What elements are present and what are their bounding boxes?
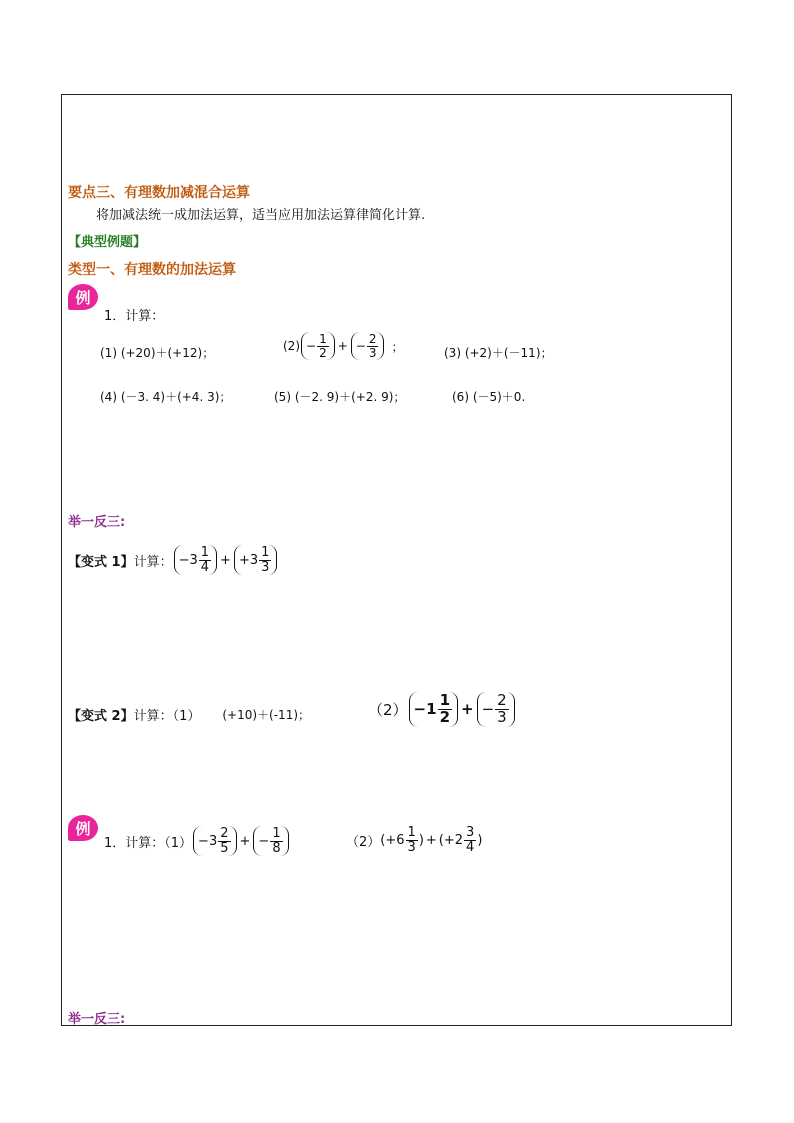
fraction: $\frac{1}{2}$ bbox=[439, 691, 450, 726]
variation-2-part1: (+10)＋(-11)； bbox=[222, 708, 311, 722]
practice-heading-1: 举一反三: bbox=[68, 515, 126, 530]
examples-heading: 【典型例题】 bbox=[68, 235, 147, 250]
paren-group: −3 $\frac{1}{4}$ bbox=[174, 545, 217, 575]
variation-2 bbox=[68, 705, 310, 724]
example2-part2-label: （2） bbox=[346, 834, 381, 850]
fraction: $\frac{1}{3}$ bbox=[261, 545, 270, 575]
example2-intro: 1．计算：（1） bbox=[104, 835, 193, 851]
fraction: $\frac{2}{3}$ bbox=[497, 691, 507, 726]
variation-2-text: 计算：（1） bbox=[133, 709, 201, 724]
section-description: 将加减法统一成加法运算，适当应用加法运算律简化计算. bbox=[96, 208, 426, 223]
variation-2-part2: （2） −1 $\frac{1}{2}$ + − $\frac{2}{3}$ bbox=[368, 692, 516, 727]
fraction: $\frac{2}{5}$ bbox=[220, 826, 229, 856]
variation-1-text: 计算： bbox=[133, 554, 173, 570]
variation-1-label: 【变式 1】 bbox=[68, 554, 134, 570]
paren-group: − $\frac{1}{2}$ bbox=[301, 332, 335, 360]
section-title: 要点三、有理数加减混合运算 bbox=[68, 185, 250, 201]
fraction: $\frac{3}{4}$ bbox=[466, 825, 475, 855]
problem-4: (4) (－3. 4)＋(+4. 3)； bbox=[100, 390, 232, 404]
fraction: $\frac{1}{2}$ bbox=[319, 332, 327, 360]
example-badge-icon: 例 bbox=[68, 815, 98, 841]
paren-group: −1 $\frac{1}{2}$ bbox=[409, 692, 458, 727]
fraction: $\frac{2}{3}$ bbox=[368, 332, 377, 360]
example2-part1: 1．计算：（1） −3 $\frac{2}{5}$ + − $\frac{1}{8}$ bbox=[104, 826, 290, 856]
variation-2-label: 【变式 2】 bbox=[68, 709, 134, 724]
example1-intro: 1．计算： bbox=[104, 309, 165, 324]
problem-1: (1) (+20)＋(+12)； bbox=[100, 346, 215, 360]
problem-2-end: ； bbox=[391, 339, 404, 354]
paren-group: − $\frac{2}{3}$ bbox=[351, 332, 385, 360]
practice-heading-2: 举一反三: bbox=[68, 1012, 126, 1027]
type1-title: 类型一、有理数的加法运算 bbox=[68, 262, 236, 278]
problem-2: (2) − $\frac{1}{2}$ + − $\frac{2}{3}$ ； bbox=[283, 332, 404, 360]
problem-3: (3) (+2)＋(－11)； bbox=[444, 346, 553, 360]
fraction: $\frac{1}{8}$ bbox=[272, 826, 281, 856]
variation-1: 【变式 1】 计算： −3 $\frac{1}{4}$ + +3 $\frac{1}{3}$ bbox=[68, 545, 278, 575]
problem-2-label: (2) bbox=[283, 339, 300, 354]
fraction: $\frac{1}{4}$ bbox=[200, 545, 210, 575]
problem-5: (5) (－2. 9)＋(+2. 9)； bbox=[274, 390, 406, 404]
variation-2-part2-label: （2） bbox=[368, 700, 408, 719]
fraction: $\frac{1}{3}$ bbox=[407, 825, 416, 855]
paren-group: +3 $\frac{1}{3}$ bbox=[234, 545, 277, 575]
paren-group: −3 $\frac{2}{5}$ bbox=[193, 826, 236, 856]
example2-part2: （2） (+6 $\frac{1}{3}$ ) + (+2 $\frac{3}{4}$ ) bbox=[346, 825, 483, 855]
problem-6: (6) (－5)＋0. bbox=[452, 390, 526, 404]
paren-group: − $\frac{1}{8}$ bbox=[253, 826, 288, 856]
example-badge-icon: 例 bbox=[68, 284, 98, 310]
paren-group: − $\frac{2}{3}$ bbox=[477, 692, 515, 727]
